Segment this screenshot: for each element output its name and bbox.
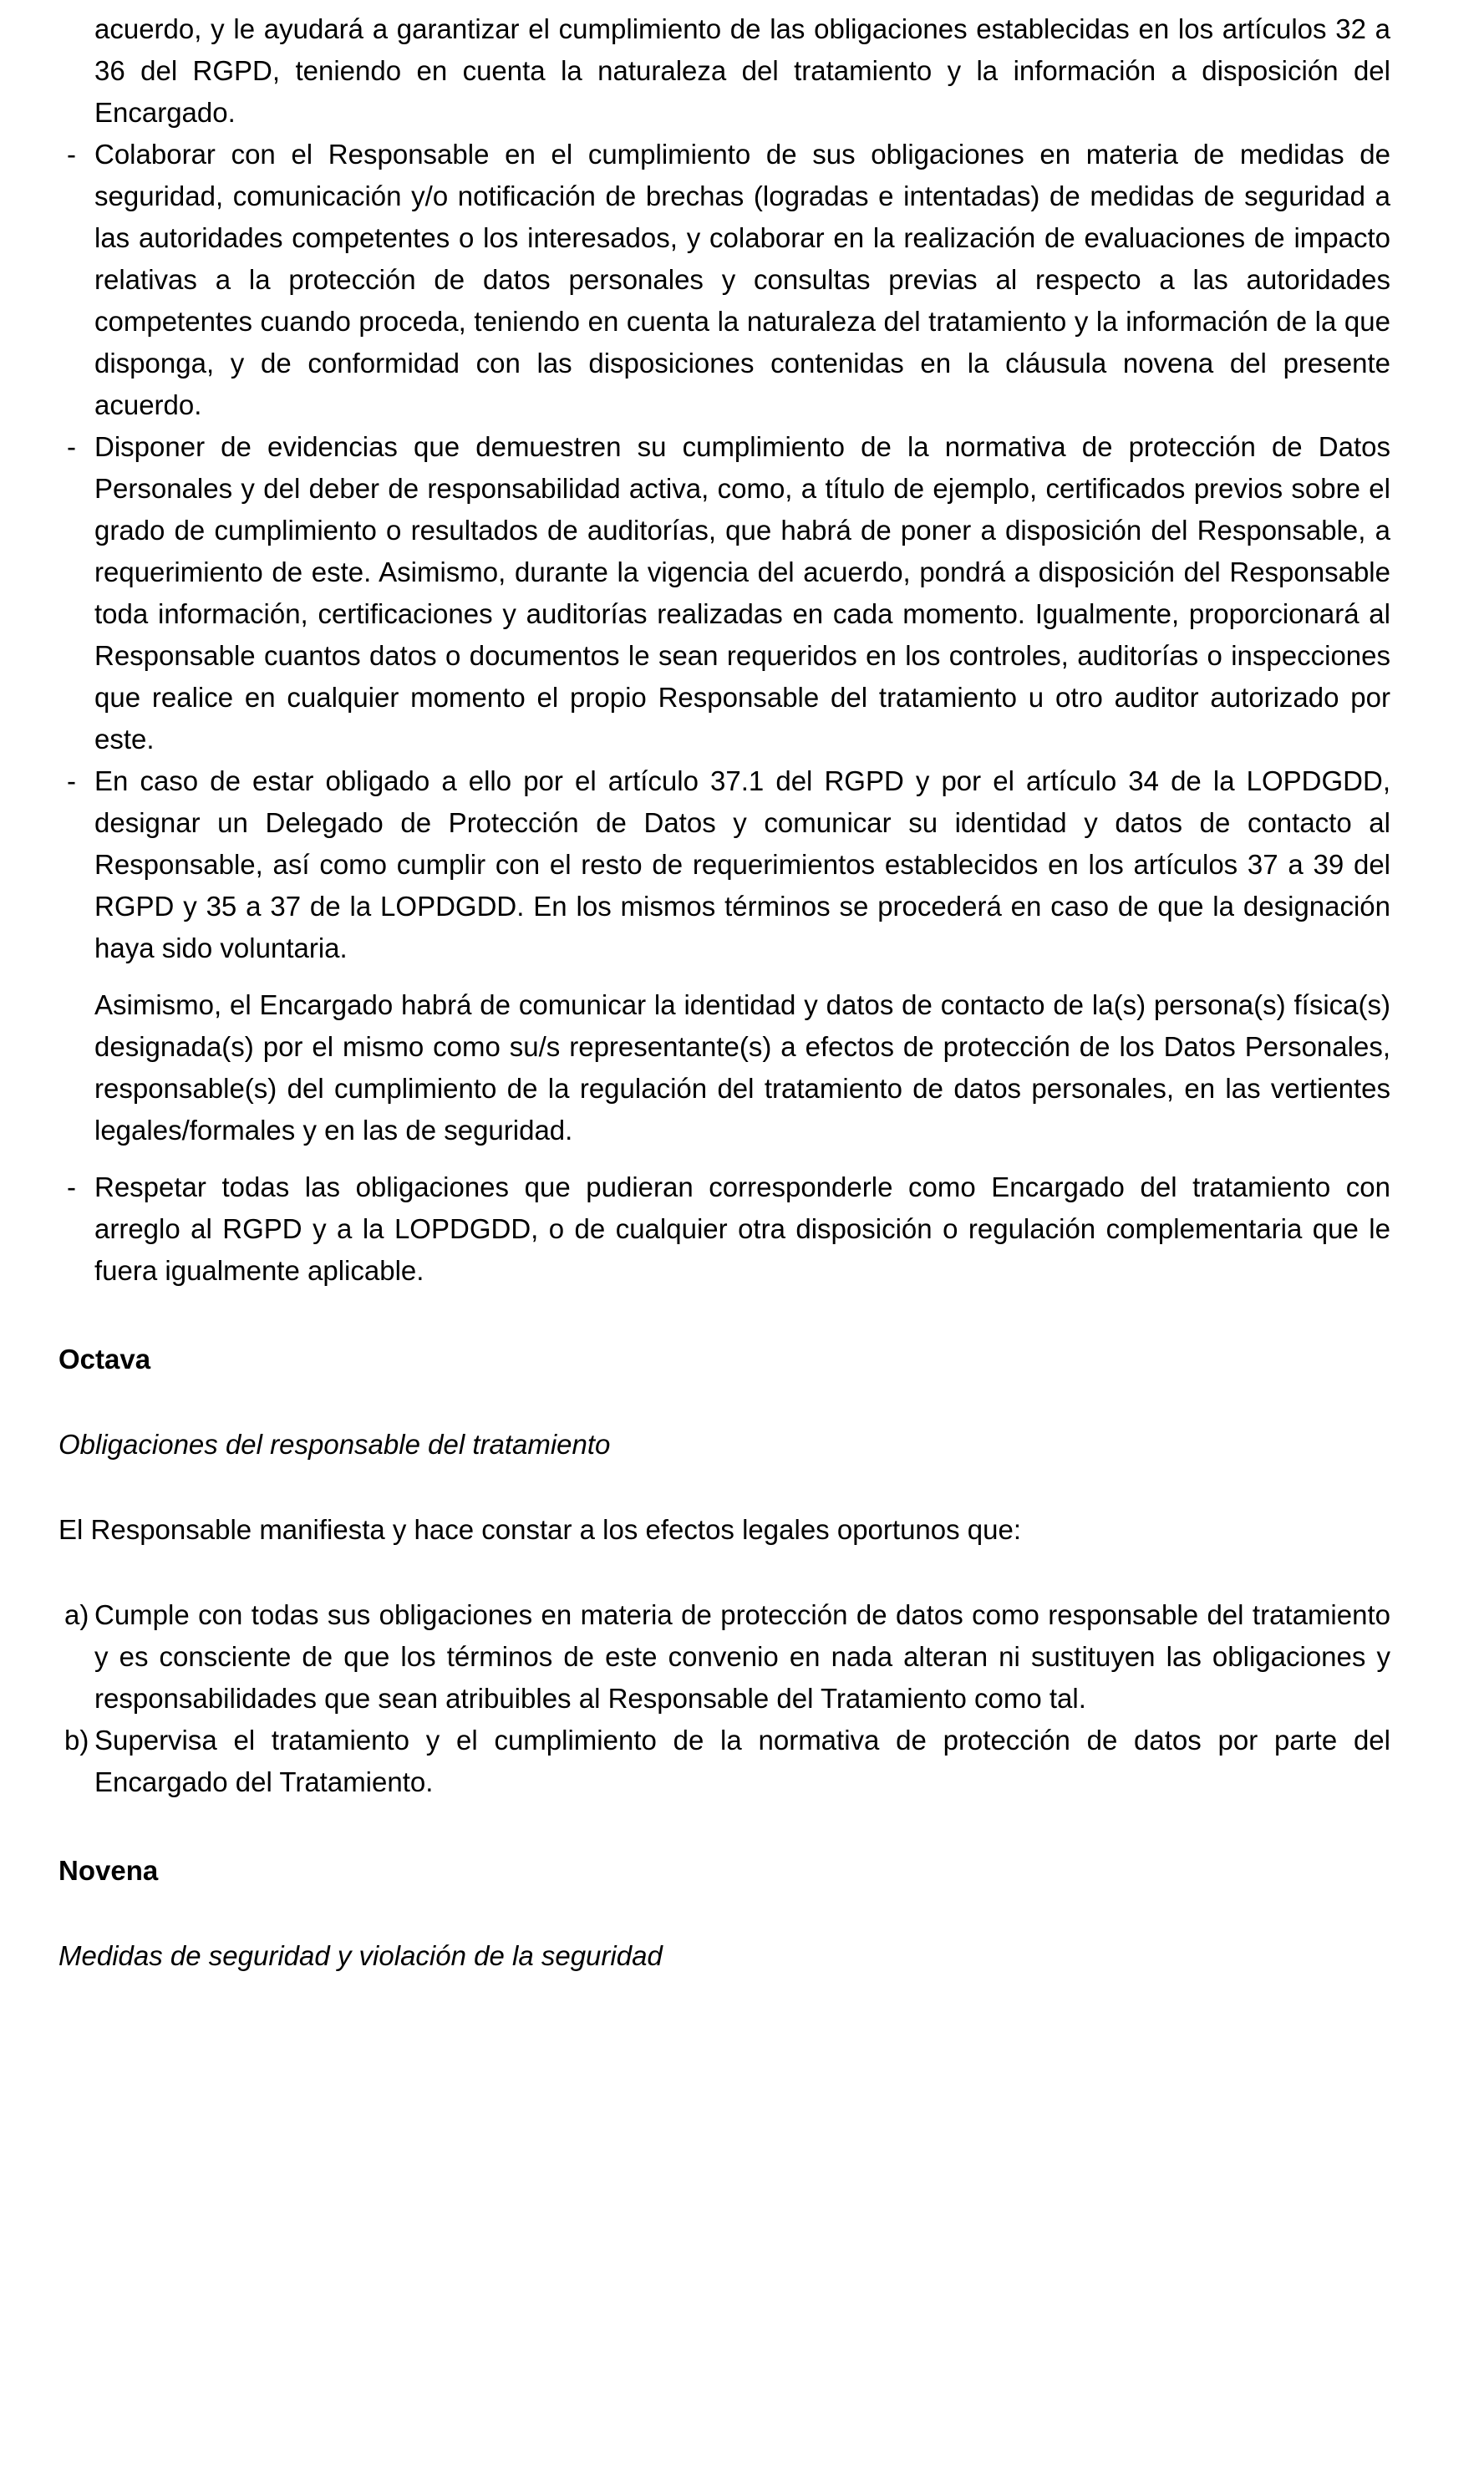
lettered-list xyxy=(58,1594,1390,1803)
intro-paragraph: El Responsable manifiesta y hace constar a los efectos legales oportunos que: xyxy=(58,1514,1022,1545)
dash-bullet: - xyxy=(67,1171,76,1202)
section-subtitle-octava: Obligaciones del responsable del tratamiento xyxy=(58,1429,611,1460)
lettered-item-text: Supervisa el tratamiento y el cumplimiento de la normativa de protección de datos por parte del Encargado del Tratamiento. xyxy=(94,1725,1390,1797)
continuation-paragraph: acuerdo, y le ayudará a garantizar el cumplimiento de las obligaciones establecidas en los artículos 32 a 36 del RGPD, teniendo en cuenta la naturaleza del tratamiento y la información a disposición del Encargado. xyxy=(94,13,1390,128)
list-item-text: Colaborar con el Responsable en el cumplimiento de sus obligaciones en materia de medidas de seguridad, comunicación y/o notificación de brechas (logradas e intentadas) de medidas de seguridad a las autoridades competentes o los interesados, y colaborar en la realización de evaluaciones de impacto relativas a la protección de datos personales y consultas previas al respecto a las autoridades competentes cuando proceda, teniendo en cuenta la naturaleza del tratamiento y la información de la que disponga, y de conformidad con las disposiciones contenidas en la cláusula novena del presente acuerdo. xyxy=(94,139,1390,420)
list-item xyxy=(67,426,1390,760)
dash-bullet: - xyxy=(67,431,76,462)
list-item-text: Respetar todas las obligaciones que pudieran corresponderle como Encargado del tratamiento con arreglo al RGPD y a la LOPDGDD, o de cualquier otra disposición o regulación complementaria que le fuera igualmente aplicable. xyxy=(94,1171,1390,1286)
list-item-text: En caso de estar obligado a ello por el artículo 37.1 del RGPD y por el artículo 34 de la LOPDGDD, designar un Delegado de Protección de Datos y comunicar su identidad y datos de contacto al Responsable, así como cumplir con el resto de requerimientos establecidos en los artículos 37 a 39 del RGPD y 35 a 37 de la LOPDGDD. En los mismos términos se procederá en caso de que la designación haya sido voluntaria. xyxy=(94,765,1390,963)
dash-bullet: - xyxy=(67,139,76,170)
lettered-item-text: Cumple con todas sus obligaciones en materia de protección de datos como responsable del tratamiento y es consciente de que los términos de este convenio en nada alteran ni sustituyen las obligaciones y responsabilidades que sean atribuibles al Responsable del Tratamiento como tal. xyxy=(94,1599,1390,1714)
list-item-text: Disponer de evidencias que demuestren su cumplimiento de la normativa de protección de Datos Personales y del deber de responsabilidad activa, como, a título de ejemplo, certificados previos sobre el grado de cumplimiento o resultados de auditorías, que habrá de poner a disposición del Responsable, a requerimiento de este. Asimismo, durante la vigencia del acuerdo, pondrá a disposición del Responsable toda información, certificaciones y auditorías realizadas en cada momento. Igualmente, proporcionará al Responsable cuantos datos o documentos le sean requeridos en los controles, auditorías o inspecciones que realice en cualquier momento el propio Responsable del tratamiento u otro auditor autorizado por este. xyxy=(94,431,1390,755)
section-subtitle-novena: Medidas de seguridad y violación de la seguridad xyxy=(58,1940,663,1971)
section-heading-novena: Novena xyxy=(58,1855,159,1886)
lettered-item xyxy=(64,1594,1390,1720)
item-marker: b) xyxy=(64,1725,89,1756)
lettered-item xyxy=(64,1720,1390,1803)
item-marker: a) xyxy=(64,1599,89,1630)
interjected-paragraph: Asimismo, el Encargado habrá de comunicar la identidad y datos de contacto de la(s) persona(s) física(s) designada(s) por el mismo como su/s representante(s) a efectos de protección de los Datos Personales, responsable(s) del cumplimiento de la regulación del tratamiento de datos personales, en las vertientes legales/formales y en las de seguridad. xyxy=(94,989,1390,1146)
list-item xyxy=(67,134,1390,426)
section-heading-octava: Octava xyxy=(58,1344,151,1375)
dash-bullet: - xyxy=(67,765,76,796)
list-item xyxy=(67,760,1390,969)
list-item xyxy=(67,1166,1390,1292)
